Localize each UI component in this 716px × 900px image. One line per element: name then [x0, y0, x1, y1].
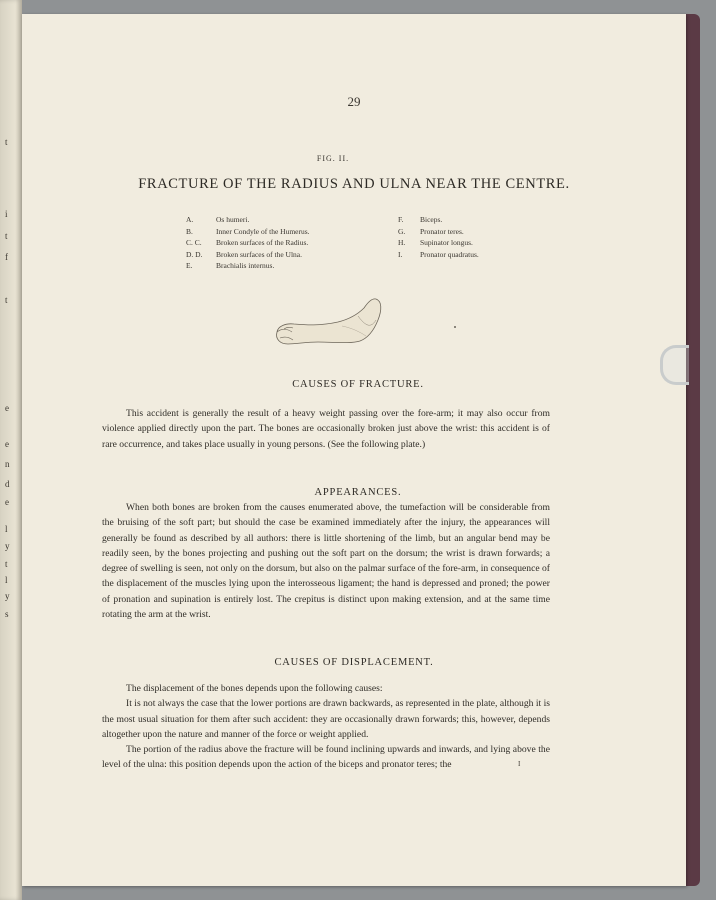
legend-text: Brachialis internus.: [216, 261, 275, 270]
paragraph: This accident is generally the result of a heavy weight passing over the fore-arm; it may also occur from violence applied directly upon the part. The bones are occasionally broken just above the wrist: this accident is of rare occurrence, and takes place usually in young persons. (See the following plate.): [102, 408, 550, 450]
legend-text: Os humeri.: [216, 215, 250, 224]
page-clip: [660, 345, 689, 385]
page-number: 29: [347, 94, 361, 109]
heading-causes-of-displacement: CAUSES OF DISPLACEMENT.: [274, 657, 434, 668]
edge-letter: i: [5, 209, 8, 219]
edge-letter: t: [5, 137, 8, 147]
legend-text: Broken surfaces of the Ulna.: [216, 249, 303, 259]
edge-letter: f: [5, 252, 8, 262]
legend-key: G.: [398, 226, 406, 236]
legend-key: I.: [398, 249, 403, 259]
heading-appearances: APPEARANCES.: [314, 487, 402, 498]
legend-item: [398, 214, 479, 226]
legend-item: [186, 226, 310, 238]
signature-mark: I: [518, 760, 521, 768]
edge-letter: y: [5, 541, 10, 551]
legend-text: Supinator longus.: [420, 238, 473, 247]
legend-key: A.: [186, 215, 194, 224]
text-causes-of-fracture: [102, 406, 550, 452]
legend-text: Pronator quadratus.: [420, 249, 479, 259]
legend-item: [186, 249, 310, 261]
paragraph: The displacement of the bones depends upon the following causes:: [126, 683, 383, 694]
ink-dot: [454, 326, 456, 328]
edge-letter: t: [5, 295, 8, 305]
text-appearances: [102, 500, 550, 622]
legend-item: [186, 237, 310, 249]
figure-label: FIG. II.: [316, 154, 350, 163]
edge-letter: y: [5, 591, 10, 601]
edge-letter: l: [5, 575, 8, 585]
legend-text: Biceps.: [420, 215, 443, 224]
paragraph: The portion of the radius above the fracture will be found inclining upwards and inwards, and lying above the level of the ulna: this position depends upon the action of the biceps and pronator teres; the: [102, 744, 550, 771]
legend-item: [186, 260, 310, 272]
legend-text: Pronator teres.: [420, 226, 464, 236]
arm-illustration: [272, 296, 392, 356]
legend-right: [398, 214, 479, 260]
legend-key: H.: [398, 238, 406, 247]
edge-letter: l: [5, 524, 8, 534]
legend-item: [186, 214, 310, 226]
edge-letter: t: [5, 559, 8, 569]
edge-letter: e: [5, 439, 9, 449]
legend-left: [186, 214, 310, 272]
page-title: FRACTURE OF THE RADIUS AND ULNA NEAR THE CENTRE.: [138, 176, 570, 192]
book-page: [22, 14, 686, 886]
legend-key: E.: [186, 261, 193, 270]
edge-letter: e: [5, 403, 9, 413]
legend-text: Broken surfaces of the Radius.: [216, 238, 309, 247]
edge-letter: n: [5, 459, 10, 469]
text-causes-of-displacement: [102, 681, 550, 773]
paragraph: When both bones are broken from the causes enumerated above, the tumefaction will be considerable from the bruising of the soft part; but should the case be examined immediately after the injury, the appearances will generally be found as described by all authors: there is little shortening of the limb, but an angular bend may be readily seen, by the bones projecting and pushing out the soft part on the dorsum; the wrist is drawn forwards; a degree of swelling is seen, not only on the dorsum, but also on the palmar surface of the fore-arm, in consequence of the displacement of the muscles lying upon the interosseous ligament; the hand is depressed and proned; the power of pronation and supination is entirely lost. The crepitus is distinct upon making extension, and at the same time rotating the arm at the wrist.: [102, 502, 550, 621]
edge-letter: t: [5, 231, 8, 241]
legend-key: F.: [398, 215, 404, 224]
paragraph: It is not always the case that the lower portions are drawn backwards, as represented in the plate, although it is the most usual situation for them after such accident: they are occasionally drawn forwards; this, however, depends altogether upon the nature and manner of the force or weight applied.: [102, 698, 550, 740]
edge-letter: s: [5, 609, 9, 619]
legend-key: B.: [186, 226, 193, 236]
legend-text: Inner Condyle of the Humerus.: [216, 226, 310, 236]
legend-item: [398, 237, 479, 249]
edge-letter: d: [5, 479, 10, 489]
legend-item: [398, 226, 479, 238]
legend-key: C. C.: [186, 238, 202, 247]
legend-item: [398, 249, 479, 261]
legend-key: D. D.: [186, 249, 203, 259]
heading-causes-of-fracture: CAUSES OF FRACTURE.: [292, 379, 424, 390]
facing-page-edge: [0, 0, 22, 900]
edge-letter: e: [5, 497, 9, 507]
